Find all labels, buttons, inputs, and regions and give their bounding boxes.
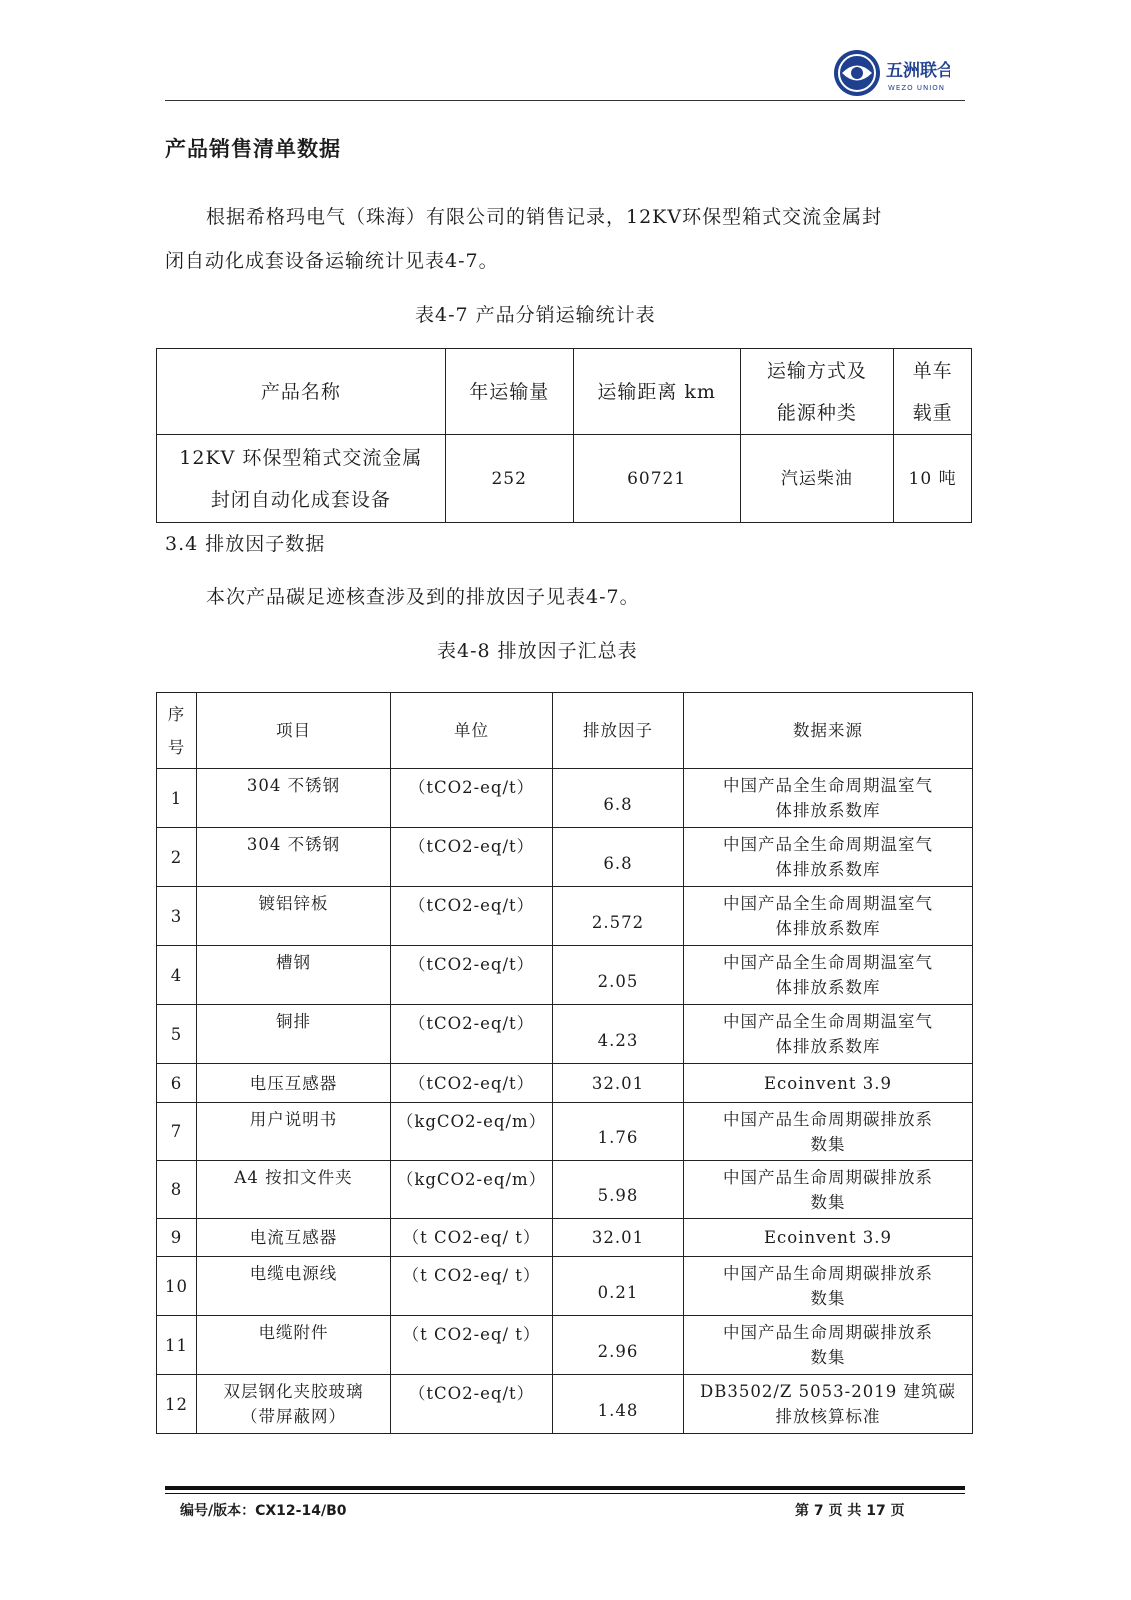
- logo-text: 五洲联合: [886, 61, 950, 81]
- cell-source-line1: DB3502/Z 5053-2019 建筑碳: [700, 1382, 956, 1401]
- logo-subtext: WEZO UNION: [888, 84, 946, 92]
- cell-item: 电流互感器: [197, 1219, 391, 1257]
- footer-rule-thin: [165, 1493, 965, 1494]
- cell-seq: 10: [157, 1257, 197, 1316]
- cell-source-line1: 中国产品全生命周期温室气: [723, 894, 933, 913]
- cell-source-line1: Ecoinvent 3.9: [764, 1073, 892, 1093]
- table-row: [157, 435, 972, 523]
- cell-source: [684, 1257, 973, 1316]
- cell-source: [684, 1316, 973, 1375]
- cell-source-line2: 数集: [810, 1192, 846, 1212]
- cell-item: 铜排: [197, 1005, 391, 1064]
- cell-source: [684, 1219, 973, 1257]
- cell-unit: （kgCO2-eq/m）: [391, 1103, 553, 1161]
- cell-source-line2: 体排放系数库: [775, 978, 881, 997]
- cell-item: 304 不锈钢: [197, 828, 391, 887]
- logo-emblem-icon: [830, 46, 950, 100]
- cell-source: [684, 769, 973, 828]
- cell-source-line1: 中国产品全生命周期温室气: [723, 1012, 933, 1031]
- cell-product-line1: 12KV 环保型箱式交流金属: [179, 446, 423, 469]
- cell-factor: 2.572: [553, 887, 684, 946]
- table-4-7-caption: 表4-7 产品分销运输统计表: [415, 304, 656, 326]
- cell-source-line1: 中国产品生命周期碳排放系: [723, 1323, 933, 1342]
- cell-source-line1: 中国产品生命周期碳排放系: [723, 1167, 933, 1187]
- cell-source-line2: 体排放系数库: [775, 919, 881, 938]
- section-3-4-paragraph: 本次产品碳足迹核查涉及到的排放因子见表4-7。: [206, 586, 640, 608]
- cell-source-line2: 体排放系数库: [775, 801, 881, 820]
- table-row: [157, 1219, 973, 1257]
- header-seq-line2: 号: [167, 737, 186, 757]
- cell-unit: （tCO2-eq/t）: [391, 1064, 553, 1103]
- header-load: [894, 349, 972, 435]
- cell-seq: 1: [157, 769, 197, 828]
- cell-source: [684, 946, 973, 1005]
- cell-factor: 2.05: [553, 946, 684, 1005]
- cell-item: 电缆附件: [197, 1316, 391, 1375]
- cell-unit: （t CO2-eq/ t）: [391, 1316, 553, 1375]
- header-rule: [165, 100, 965, 101]
- cell-mode: 汽运柴油: [740, 435, 894, 523]
- cell-product-line2: 封闭自动化成套设备: [210, 488, 391, 511]
- cell-factor: 5.98: [553, 1161, 684, 1219]
- header-mode-line1: 运输方式及: [766, 359, 867, 382]
- cell-product: [157, 435, 446, 523]
- cell-seq: 6: [157, 1064, 197, 1103]
- cell-item: 电缆电源线: [197, 1257, 391, 1316]
- cell-factor: 32.01: [553, 1064, 684, 1103]
- table-header-row: [157, 693, 973, 769]
- header-unit: 单位: [391, 693, 553, 769]
- cell-source-line1: Ecoinvent 3.9: [764, 1228, 892, 1247]
- cell-source: [684, 828, 973, 887]
- cell-source-line2: 体排放系数库: [775, 860, 881, 879]
- cell-seq: 7: [157, 1103, 197, 1161]
- footer-rule-thick: [165, 1486, 965, 1490]
- cell-item: 电压互感器: [197, 1064, 391, 1103]
- emission-factor-table: [156, 692, 973, 1434]
- table-row: [157, 1064, 973, 1103]
- cell-unit: （tCO2-eq/t）: [391, 946, 553, 1005]
- header-mode-line2: 能源种类: [776, 401, 857, 424]
- cell-source-line2: 数集: [810, 1289, 846, 1308]
- cell-unit: （t CO2-eq/ t）: [391, 1219, 553, 1257]
- table-header-row: [157, 349, 972, 435]
- cell-distance: 60721: [573, 435, 740, 523]
- header-load-line1: 单车: [912, 359, 953, 382]
- cell-source-line2: 数集: [810, 1348, 846, 1367]
- cell-factor: 32.01: [553, 1219, 684, 1257]
- cell-unit: （tCO2-eq/t）: [391, 887, 553, 946]
- cell-item: A4 按扣文件夹: [197, 1161, 391, 1219]
- cell-item: 用户说明书: [197, 1103, 391, 1161]
- cell-unit: （tCO2-eq/t）: [391, 1375, 553, 1434]
- cell-seq: 5: [157, 1005, 197, 1064]
- cell-unit: （tCO2-eq/t）: [391, 1005, 553, 1064]
- cell-item-line1: 双层钢化夹胶玻璃: [223, 1382, 364, 1401]
- cell-seq: 12: [157, 1375, 197, 1434]
- footer-doc-number: 编号/版本：CX12-14/B0: [180, 1503, 347, 1519]
- cell-seq: 11: [157, 1316, 197, 1375]
- cell-unit: （tCO2-eq/t）: [391, 828, 553, 887]
- cell-source: [684, 1064, 973, 1103]
- table-4-8-caption: 表4-8 排放因子汇总表: [437, 640, 638, 662]
- cell-source: [684, 887, 973, 946]
- table-row: [157, 1375, 973, 1434]
- cell-source: [684, 1161, 973, 1219]
- cell-factor: 1.76: [553, 1103, 684, 1161]
- cell-factor: 0.21: [553, 1257, 684, 1316]
- table-row: [157, 1161, 973, 1219]
- cell-source-line2: 体排放系数库: [775, 1037, 881, 1056]
- header-product: 产品名称: [157, 349, 446, 435]
- cell-source-line1: 中国产品生命周期碳排放系: [723, 1109, 933, 1129]
- cell-load: 10 吨: [894, 435, 972, 523]
- table-row: [157, 946, 973, 1005]
- table-row: [157, 769, 973, 828]
- cell-seq: 2: [157, 828, 197, 887]
- cell-seq: 9: [157, 1219, 197, 1257]
- cell-factor: 6.8: [553, 828, 684, 887]
- cell-seq: 4: [157, 946, 197, 1005]
- table-row: [157, 1005, 973, 1064]
- header-factor: 排放因子: [553, 693, 684, 769]
- cell-factor: 6.8: [553, 769, 684, 828]
- intro-line-1: 根据希格玛电气（珠海）有限公司的销售记录，12KV环保型箱式交流金属封: [206, 206, 883, 228]
- cell-item: [197, 1375, 391, 1434]
- section-3-4-title: 3.4 排放因子数据: [165, 533, 326, 555]
- table-row: [157, 1103, 973, 1161]
- cell-source-line2: 数集: [810, 1134, 846, 1154]
- header-source: 数据来源: [684, 693, 973, 769]
- header-seq-line1: 序: [167, 704, 186, 724]
- header-annual: 年运输量: [445, 349, 573, 435]
- cell-factor: 1.48: [553, 1375, 684, 1434]
- table-row: [157, 1257, 973, 1316]
- header-distance: 运输距离 km: [573, 349, 740, 435]
- cell-seq: 8: [157, 1161, 197, 1219]
- cell-unit: （tCO2-eq/t）: [391, 769, 553, 828]
- header-mode: [740, 349, 894, 435]
- cell-annual: 252: [445, 435, 573, 523]
- header-seq: [157, 693, 197, 769]
- cell-item-line2: （带屏蔽网）: [241, 1407, 346, 1426]
- cell-source: [684, 1005, 973, 1064]
- table-row: [157, 828, 973, 887]
- cell-source-line1: 中国产品全生命周期温室气: [723, 953, 933, 972]
- header-item: 项目: [197, 693, 391, 769]
- cell-source-line1: 中国产品生命周期碳排放系: [723, 1264, 933, 1283]
- cell-factor: 4.23: [553, 1005, 684, 1064]
- header-load-line2: 载重: [912, 401, 953, 424]
- cell-factor: 2.96: [553, 1316, 684, 1375]
- cell-item: 槽钢: [197, 946, 391, 1005]
- cell-item: 304 不锈钢: [197, 769, 391, 828]
- cell-item: 镀铝锌板: [197, 887, 391, 946]
- cell-source-line2: 排放核算标准: [775, 1407, 881, 1426]
- section-title: 产品销售清单数据: [165, 137, 341, 161]
- table-row: [157, 887, 973, 946]
- company-logo: [830, 46, 950, 100]
- cell-source-line1: 中国产品全生命周期温室气: [723, 835, 933, 854]
- intro-line-2: 闭自动化成套设备运输统计见表4-7。: [165, 250, 499, 272]
- footer-page-number: 第 7 页 共 17 页: [795, 1503, 905, 1519]
- cell-source-line1: 中国产品全生命周期温室气: [723, 776, 933, 795]
- distribution-transport-table: [156, 348, 972, 523]
- cell-seq: 3: [157, 887, 197, 946]
- cell-unit: （t CO2-eq/ t）: [391, 1257, 553, 1316]
- table-row: [157, 1316, 973, 1375]
- cell-source: [684, 1375, 973, 1434]
- cell-source: [684, 1103, 973, 1161]
- cell-unit: （kgCO2-eq/m）: [391, 1161, 553, 1219]
